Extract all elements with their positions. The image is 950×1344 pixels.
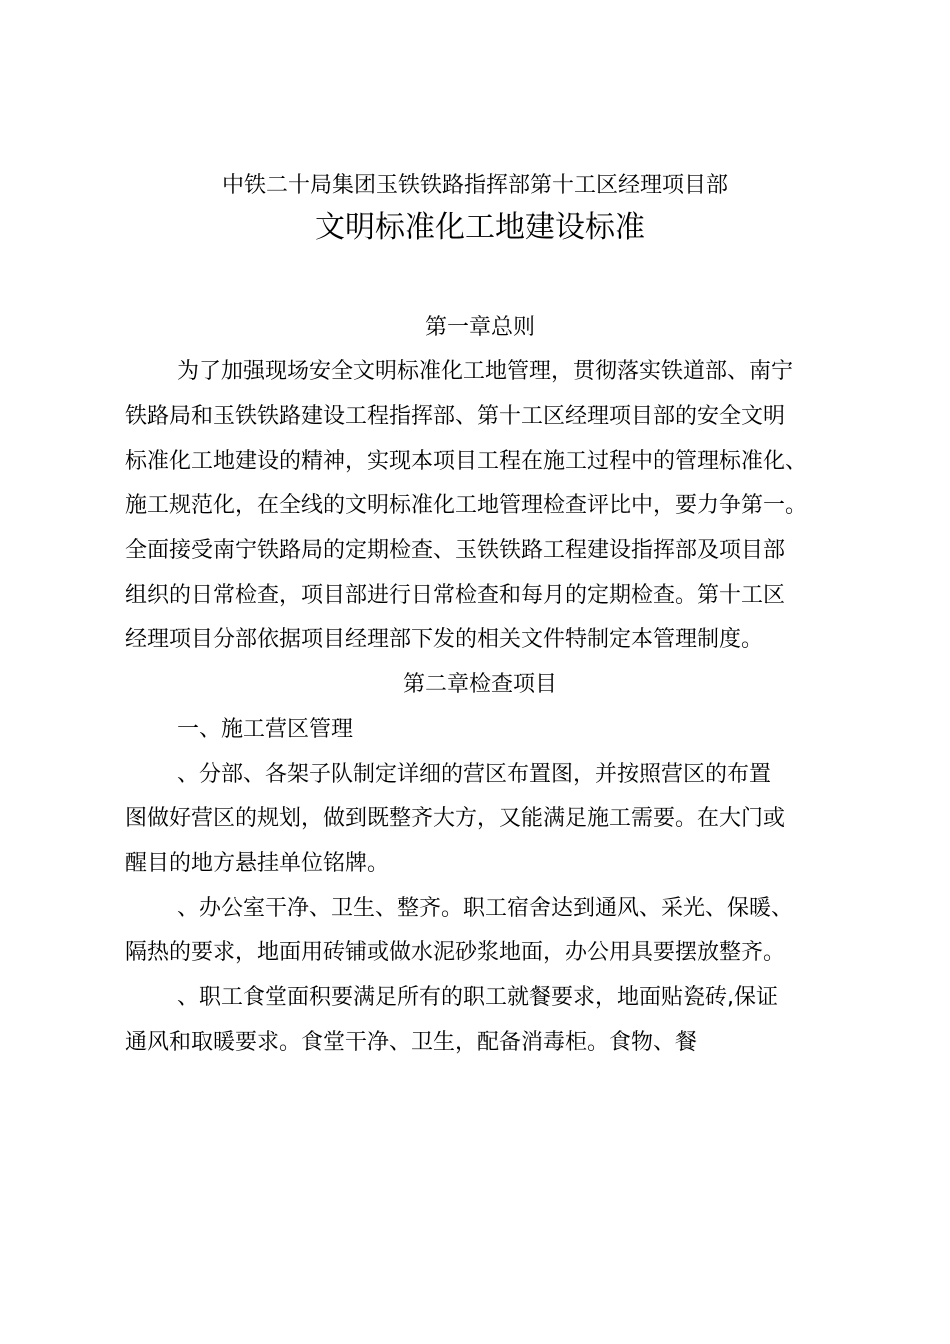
chapter-2-heading: 第二章检查项目 bbox=[402, 672, 557, 697]
chapter-1-line: 全面接受南宁铁路局的定期检查、玉铁铁路工程建设指挥部及项目部 bbox=[125, 538, 786, 563]
chapter-1-line: 经理项目分部依据项目经理部下发的相关文件特制定本管理制度。 bbox=[125, 627, 764, 652]
document-title: 文明标准化工地建设标准 bbox=[315, 210, 645, 245]
section-heading: 一、施工营区管理 bbox=[177, 717, 354, 742]
item-2-line: 、办公室干净、卫生、整齐。职工宿舍达到通风、采光、保暖、 bbox=[177, 896, 794, 921]
chapter-1-heading: 第一章总则 bbox=[424, 315, 535, 340]
chapter-1-line: 为了加强现场安全文明标准化工地管理，贯彻落实铁道部、南宁 bbox=[177, 359, 794, 384]
item-3-line: 通风和取暖要求。食堂干净、卫生，配备消毒柜。食物、餐 bbox=[125, 1030, 698, 1055]
item-1-line: 、分部、各架子队制定详细的营区布置图，并按照营区的布置 bbox=[177, 762, 772, 787]
item-1-line: 醒目的地方悬挂单位铭牌。 bbox=[125, 851, 390, 876]
chapter-1-line: 铁路局和玉铁铁路建设工程指挥部、第十工区经理项目部的安全文明 bbox=[125, 404, 786, 429]
item-2-line: 隔热的要求，地面用砖铺或做水泥砂浆地面，办公用具要摆放整齐。 bbox=[125, 940, 786, 965]
item-1-line: 图做好营区的规划，做到既整齐大方，又能满足施工需要。在大门或 bbox=[125, 806, 786, 831]
chapter-1-line: 标准化工地建设的精神，实现本项目工程在施工过程中的管理标准化、 bbox=[125, 449, 808, 474]
chapter-1-line: 组织的日常检查，项目部进行日常检查和每月的定期检查。第十工区 bbox=[125, 583, 786, 608]
document-subtitle: 中铁二十局集团玉铁铁路指挥部第十工区经理项目部 bbox=[221, 173, 728, 198]
chapter-1-line: 施工规范化，在全线的文明标准化工地管理检查评比中，要力争第一。 bbox=[125, 493, 808, 518]
item-3-line: 、职工食堂面积要满足所有的职工就餐要求，地面贴瓷砖,保证 bbox=[177, 985, 778, 1010]
